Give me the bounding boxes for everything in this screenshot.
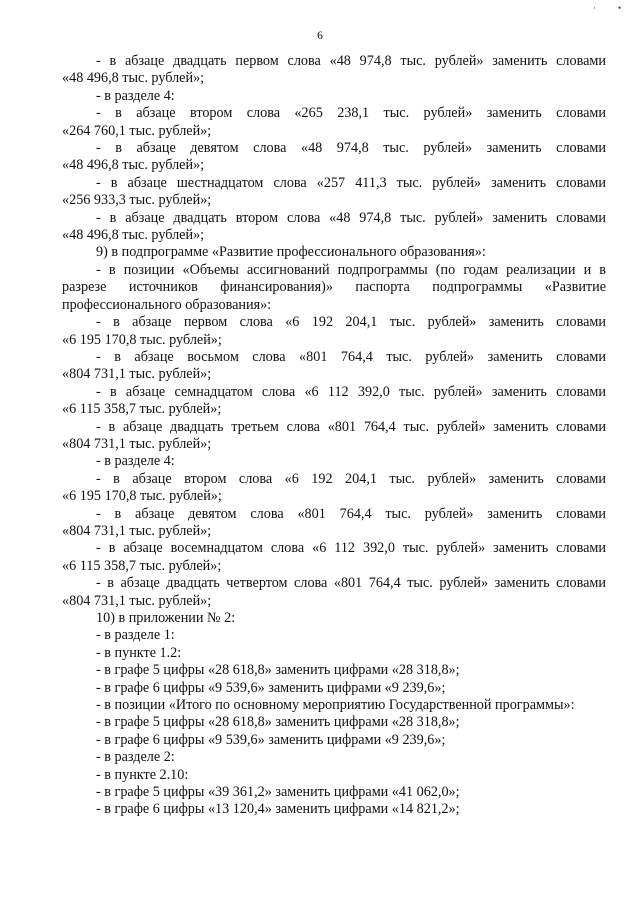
- document-line: - в разделе 4:: [96, 87, 175, 104]
- document-line: «6 115 358,7 тыс. рублей»;: [62, 401, 222, 418]
- page-number: 6: [317, 30, 323, 42]
- document-line: «48 496,8 тыс. рублей»;: [62, 70, 205, 87]
- document-line: «6 115 358,7 тыс. рублей»;: [62, 557, 222, 574]
- document-line: - в абзаце девятом слова «48 974,8 тыс. рублей» заменить словами: [96, 140, 606, 157]
- document-line: 9) в подпрограмме «Развитие профессионального образования»:: [96, 244, 486, 261]
- scan-mark: •: [618, 3, 622, 13]
- document-line: - в абзаце двадцать третьем слова «801 764,4 тыс. рублей» заменить словами: [96, 418, 606, 435]
- document-line: - в абзаце девятом слова «801 764,4 тыс. рублей» заменить словами: [96, 505, 606, 522]
- document-line: - в графе 6 цифры «9 539,6» заменить цифрами «9 239,6»;: [96, 679, 446, 696]
- document-line: «256 933,3 тыс. рублей»;: [62, 192, 212, 209]
- document-line: - в абзаце двадцать втором слова «48 974,8 тыс. рублей» заменить словами: [96, 209, 606, 226]
- document-line: 10) в приложении № 2:: [96, 610, 236, 626]
- document-body: [62, 53, 606, 819]
- document-line: - в абзаце первом слова «6 192 204,1 тыс. рублей» заменить словами: [96, 314, 606, 331]
- document-line: - в графе 5 цифры «28 618,8» заменить цифрами «28 318,8»;: [96, 662, 460, 679]
- document-line: «48 496,8 тыс. рублей»;: [62, 227, 205, 244]
- document-line: «804 731,1 тыс. рублей»;: [62, 435, 212, 452]
- document-line: «264 760,1 тыс. рублей»;: [62, 122, 212, 139]
- document-line: - в абзаце восемнадцатом слова «6 112 392,0 тыс. рублей» заменить словами: [96, 540, 606, 557]
- document-line: - в разделе 2:: [96, 749, 175, 766]
- document-line: «6 195 170,8 тыс. рублей»;: [62, 331, 222, 348]
- document-line: - в графе 5 цифры «39 361,2» заменить цифрами «41 062,0»;: [96, 784, 460, 801]
- document-line: - в графе 6 цифры «9 539,6» заменить цифрами «9 239,6»;: [96, 731, 446, 748]
- document-line: - в пункте 1.2:: [96, 644, 182, 661]
- document-line: - в графе 5 цифры «28 618,8» заменить цифрами «28 318,8»;: [96, 714, 460, 731]
- scan-mark: ·: [593, 3, 596, 13]
- document-line: - в графе 6 цифры «13 120,4» заменить цифрами «14 821,2»;: [96, 801, 460, 818]
- document-line: - в абзаце втором слова «6 192 204,1 тыс. рублей» заменить словами: [96, 470, 606, 487]
- document-line: «48 496,8 тыс. рублей»;: [62, 157, 205, 174]
- document-line: - в позиции «Объемы ассигнований подпрограммы (по годам реализации и в: [96, 261, 606, 278]
- document-line: «6 195 170,8 тыс. рублей»;: [62, 488, 222, 505]
- document-line: - в абзаце шестнадцатом слова «257 411,3 тыс. рублей» заменить словами: [96, 174, 606, 191]
- document-line: - в пункте 2.10:: [96, 766, 189, 783]
- document-line: - в абзаце втором слова «265 238,1 тыс. рублей» заменить словами: [96, 105, 606, 122]
- document-line: - в абзаце восьмом слова «801 764,4 тыс. рублей» заменить словами: [96, 348, 606, 365]
- document-line: разрезе источников финансирования)» паспорта подпрограммы «Развитие: [62, 279, 606, 296]
- document-line: - в разделе 1:: [96, 627, 175, 644]
- document-line: «804 731,1 тыс. рублей»;: [62, 522, 212, 539]
- document-line: профессионального образования»:: [62, 296, 272, 313]
- document-line: - в позиции «Итого по основному мероприятию Государственной программы»:: [96, 697, 575, 714]
- document-line: - в абзаце двадцать первом слова «48 974,8 тыс. рублей» заменить словами: [96, 53, 606, 69]
- document-line: «804 731,1 тыс. рублей»;: [62, 592, 212, 609]
- document-line: - в абзаце двадцать четвертом слова «801 764,4 тыс. рублей» заменить словами: [96, 575, 606, 592]
- document-line: - в абзаце семнадцатом слова «6 112 392,0 тыс. рублей» заменить словами: [96, 383, 606, 400]
- document-line: - в разделе 4:: [96, 453, 175, 470]
- document-line: «804 731,1 тыс. рублей»;: [62, 366, 212, 383]
